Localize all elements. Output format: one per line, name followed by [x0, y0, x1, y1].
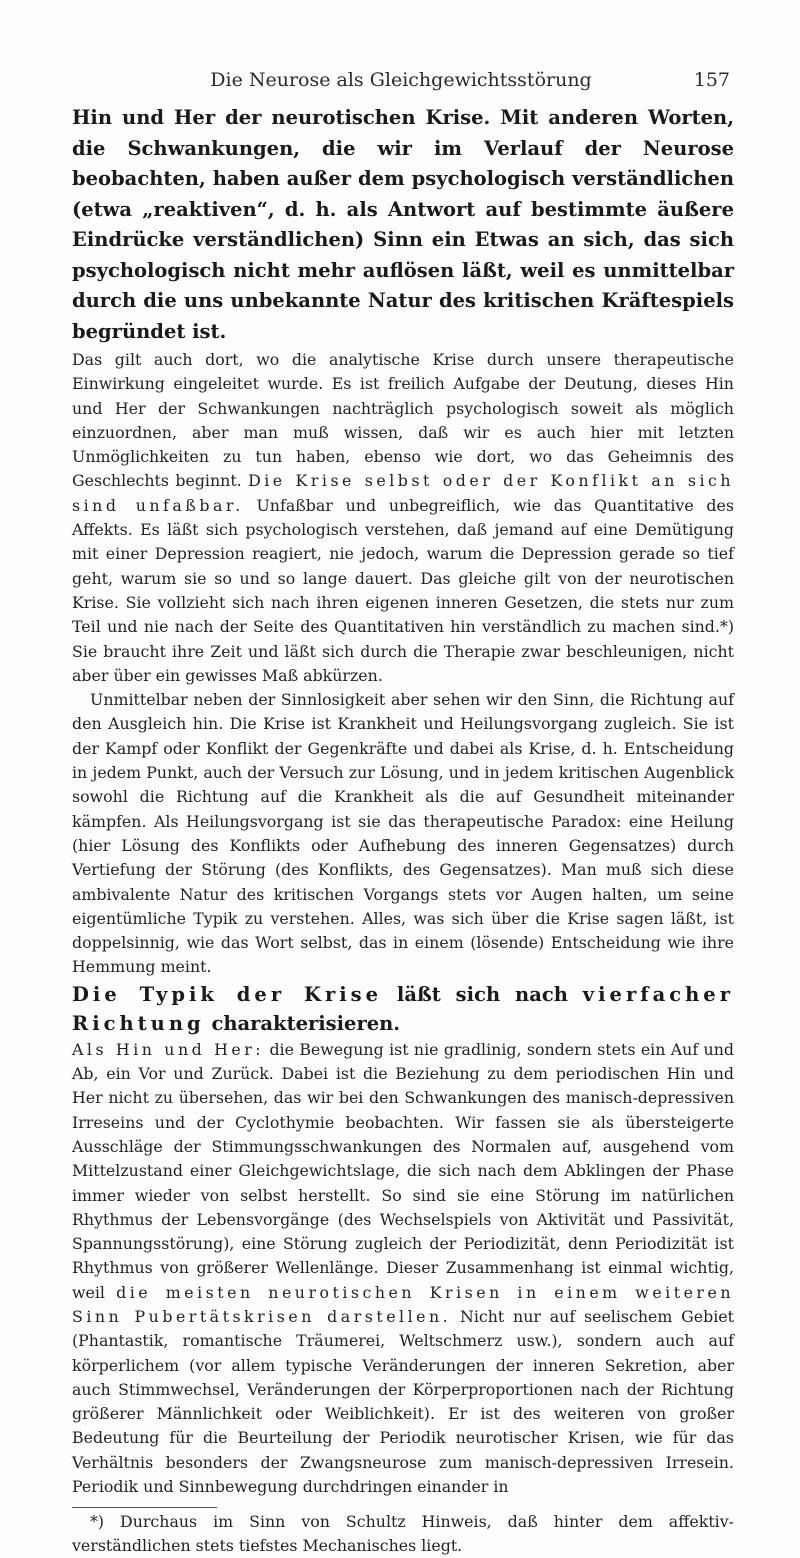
page-header — [72, 0, 730, 110]
section-subhead — [72, 980, 734, 1038]
footnote: *) Durchaus im Sinn von Schultz Hinweis, daß hinter dem affektiv-verständlichen stets tiefstes Mechanisches liegt. — [72, 1512, 734, 1556]
paragraph-1-emphasis: Die Krise selbst oder der Konflikt an sich sind unfaßbar. — [72, 471, 735, 515]
paragraph-2: Unmittelbar neben der Sinnlosigkeit aber sehen wir den Sinn, die Richtung auf den Ausgleich hin. Die Krise ist Krankheit und Heilungsvorgang zugleich. Sie ist der Kampf oder Konflikt der Gegenkräfte und dabei als Krise, d. h. Entscheidung in jedem Punkt, auch der Versuch zur Lösung, und in jedem kritischen Augenblick sowohl die Richtung auf die Krankheit als die auf Gesundheit miteinander kämpfen. Als Heilungsvorgang ist sie das therapeutische Paradox: eine Heilung (hier Lösung des Konflikts oder Aufhebung des inneren Gegensatzes) durch Vertiefung der Störung (des Konflikts, des Gegensatzes). Man muß sich diese ambivalente Natur des kritischen Vorgangs stets vor Augen halten, um seine eigentümliche Typik zu verstehen. Alles, was sich über die Krise sagen läßt, ist doppelsinnig, wie das Wort selbst, das in einem (lösende) Entscheidung wie ihre Hemmung meint. — [72, 690, 734, 977]
footnote-divider — [72, 1507, 217, 1508]
paragraph-3-emphasis: die meisten neurotischen Krisen in einem weiteren Sinn Pubertätskrisen darstellen. — [72, 1282, 734, 1326]
paragraph-3 — [72, 1038, 734, 1500]
subhead-middle: läßt sich nach — [382, 982, 583, 1006]
subhead-end: charakterisieren. — [204, 1011, 401, 1035]
paragraph-3-part1: die Bewegung ist nie gradlinig, sondern stets ein Auf und Ab, ein Vor und Zurück. Dabei ist die Beziehung zu dem periodischen Hin und Her nicht zu übersehen, das wir bei den Schwankungen des manisch-depressiven Irreseins und der Cyclothymie beobachten. Wir fassen sie als übersteigerte Ausschläge der Stimmungsschwankungen des Normalen auf, ausgehend vom Mittelzustand einer Gleichgewichtslage, die sich nach dem Abklingen der Phase immer wieder von selbst herstellt. So sind sie eine Störung im natürlichen Rhythmus der Lebensvorgänge (des Wechselspiels von Aktivität und Passivität, Spannungsstörung), eine Störung zugleich der Periodizität, denn Periodizität ist Rhythmus von größerer Wellenlänge. Dieser Zusammenhang ist einmal wichtig, weil — [72, 1039, 734, 1302]
paragraph-3-part2: Nicht nur auf seelischem Gebiet (Phantastik, romantische Träumerei, Weltschmerz usw.), sondern auch auf körperlichem (vor allem typische Veränderungen der inneren Sekretion, aber auch Stimmwechsel, Veränderungen der Körperproportionen nach der Richtung größerer Männlichkeit oder Weiblichkeit). Er ist des weiteren von großer Bedeutung für die Beurteilung der Periodik neurotischer Krisen, wie für das Verhältnis besonders der Zwangsneurose zum manisch-depressiven Irresein. Periodik und Sinnbewegung durchdringen einander in — [72, 1306, 734, 1497]
paragraph-1 — [72, 348, 734, 688]
running-head: Die Neurose als Gleichgewichtsstörung — [210, 69, 592, 91]
body-text — [72, 103, 734, 1558]
lead-paragraph: Hin und Her der neurotischen Krise. Mit anderen Worten, die Schwankungen, die wir im Verlauf der Neurose beobachten, haben außer dem psychologisch verständlichen (etwa „reaktiven“, d. h. als Antwort auf bestimmte äußere Eindrücke verständlichen) Sinn ein Etwas an sich, das sich psychologisch nicht mehr auflösen läßt, weil es unmittelbar durch die uns unbekannte Natur des kritischen Kräftespiels begründet ist. — [72, 106, 734, 343]
paragraph-1-part2: Unfaßbar und unbegreiflich, wie das Quantitative des Affekts. Es läßt sich psychologisch verstehen, daß jemand auf eine Demütigung mit einer Depression reagiert, nie jedoch, warum die Depression gerade so tief geht, warum sie so und so lange dauert. Das gleiche gilt von der neurotischen Krise. Sie vollzieht sich nach ihren eigenen inneren Gesetzen, die stets nur zum Teil und nie nach der Seite des Quantitativen hin verständlich zu machen sind.*) Sie braucht ihre Zeit und läßt sich durch die Therapie zwar beschleunigen, nicht aber über ein gewisses Maß abkürzen. — [72, 495, 735, 685]
paragraph-1-part1: Das gilt auch dort, wo die analytische Krise durch unsere therapeutische Einwirkung eingeleitet wurde. Es ist freilich Aufgabe der Deutung, dieses Hin und Her der Schwankungen nachträglich psychologisch soweit als möglich einzuordnen, aber man muß wissen, daß wir es auch hier mit letzten Unmöglichkeiten zu tun haben, ebenso wie dort, wo das Geheimnis des Geschlechts beginnt. — [72, 350, 734, 491]
paragraph-3-intro: Als Hin und Her: — [72, 1039, 265, 1059]
subhead-emphasis-2: vierfacher Richtung — [72, 982, 734, 1035]
page-number: 157 — [693, 69, 730, 91]
subhead-emphasis-1: Die Typik der Krise — [72, 982, 383, 1006]
